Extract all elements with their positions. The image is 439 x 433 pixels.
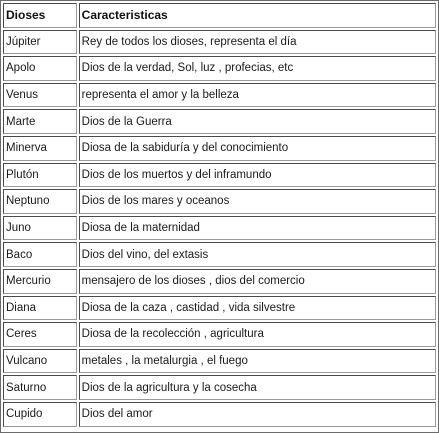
god-description-cell: Diosa de la sabiduría y del conocimiento bbox=[79, 136, 436, 161]
god-description-cell: Dios del amor bbox=[79, 402, 436, 427]
god-name-cell: Apolo bbox=[3, 56, 77, 81]
table-row bbox=[3, 109, 436, 134]
god-name-cell: Ceres bbox=[3, 322, 77, 347]
god-description-cell: Dios de la verdad, Sol, luz , profecias, etc bbox=[79, 56, 436, 81]
god-description-cell: Dios de los muertos y del inframundo bbox=[79, 163, 436, 188]
god-name-cell: Neptuno bbox=[3, 189, 77, 214]
table-row bbox=[3, 189, 436, 214]
god-name-cell: Minerva bbox=[3, 136, 77, 161]
god-description-cell: Dios de la Guerra bbox=[79, 109, 436, 134]
table-row bbox=[3, 163, 436, 188]
table-row bbox=[3, 242, 436, 267]
god-description-cell: representa el amor y la belleza bbox=[79, 83, 436, 108]
god-name-cell: Diana bbox=[3, 296, 77, 321]
god-description-cell: Dios del vino, del extasis bbox=[79, 242, 436, 267]
table-row bbox=[3, 296, 436, 321]
god-description-cell: Dios de los mares y oceanos bbox=[79, 189, 436, 214]
god-name-cell: Cupido bbox=[3, 402, 77, 427]
god-description-cell: Dios de la agricultura y la cosecha bbox=[79, 375, 436, 400]
god-name-cell: Vulcano bbox=[3, 349, 77, 374]
table-row bbox=[3, 216, 436, 241]
table-row bbox=[3, 375, 436, 400]
table-row bbox=[3, 56, 436, 81]
table-row bbox=[3, 322, 436, 347]
god-description-cell: mensajero de los dioses , dios del comercio bbox=[79, 269, 436, 294]
table-row bbox=[3, 269, 436, 294]
table-row bbox=[3, 83, 436, 108]
god-description-cell: metales , la metalurgia , el fuego bbox=[79, 349, 436, 374]
header-row bbox=[3, 3, 436, 28]
god-name-cell: Marte bbox=[3, 109, 77, 134]
god-name-cell: Mercurio bbox=[3, 269, 77, 294]
gods-table bbox=[1, 1, 438, 429]
god-description-cell: Diosa de la caza , castidad , vida silvestre bbox=[79, 296, 436, 321]
table-row bbox=[3, 349, 436, 374]
god-name-cell: Juno bbox=[3, 216, 77, 241]
god-name-cell: Plutón bbox=[3, 163, 77, 188]
header-characteristics: Caracteristicas bbox=[79, 3, 436, 28]
god-name-cell: Saturno bbox=[3, 375, 77, 400]
god-description-cell: Diosa de la maternidad bbox=[79, 216, 436, 241]
god-description-cell: Diosa de la recolección , agricultura bbox=[79, 322, 436, 347]
table-row bbox=[3, 136, 436, 161]
table-row bbox=[3, 30, 436, 55]
table-row bbox=[3, 402, 436, 427]
god-name-cell: Júpiter bbox=[3, 30, 77, 55]
god-name-cell: Baco bbox=[3, 242, 77, 267]
god-description-cell: Rey de todos los dioses, representa el día bbox=[79, 30, 436, 55]
header-gods: Dioses bbox=[3, 3, 77, 28]
god-name-cell: Venus bbox=[3, 83, 77, 108]
